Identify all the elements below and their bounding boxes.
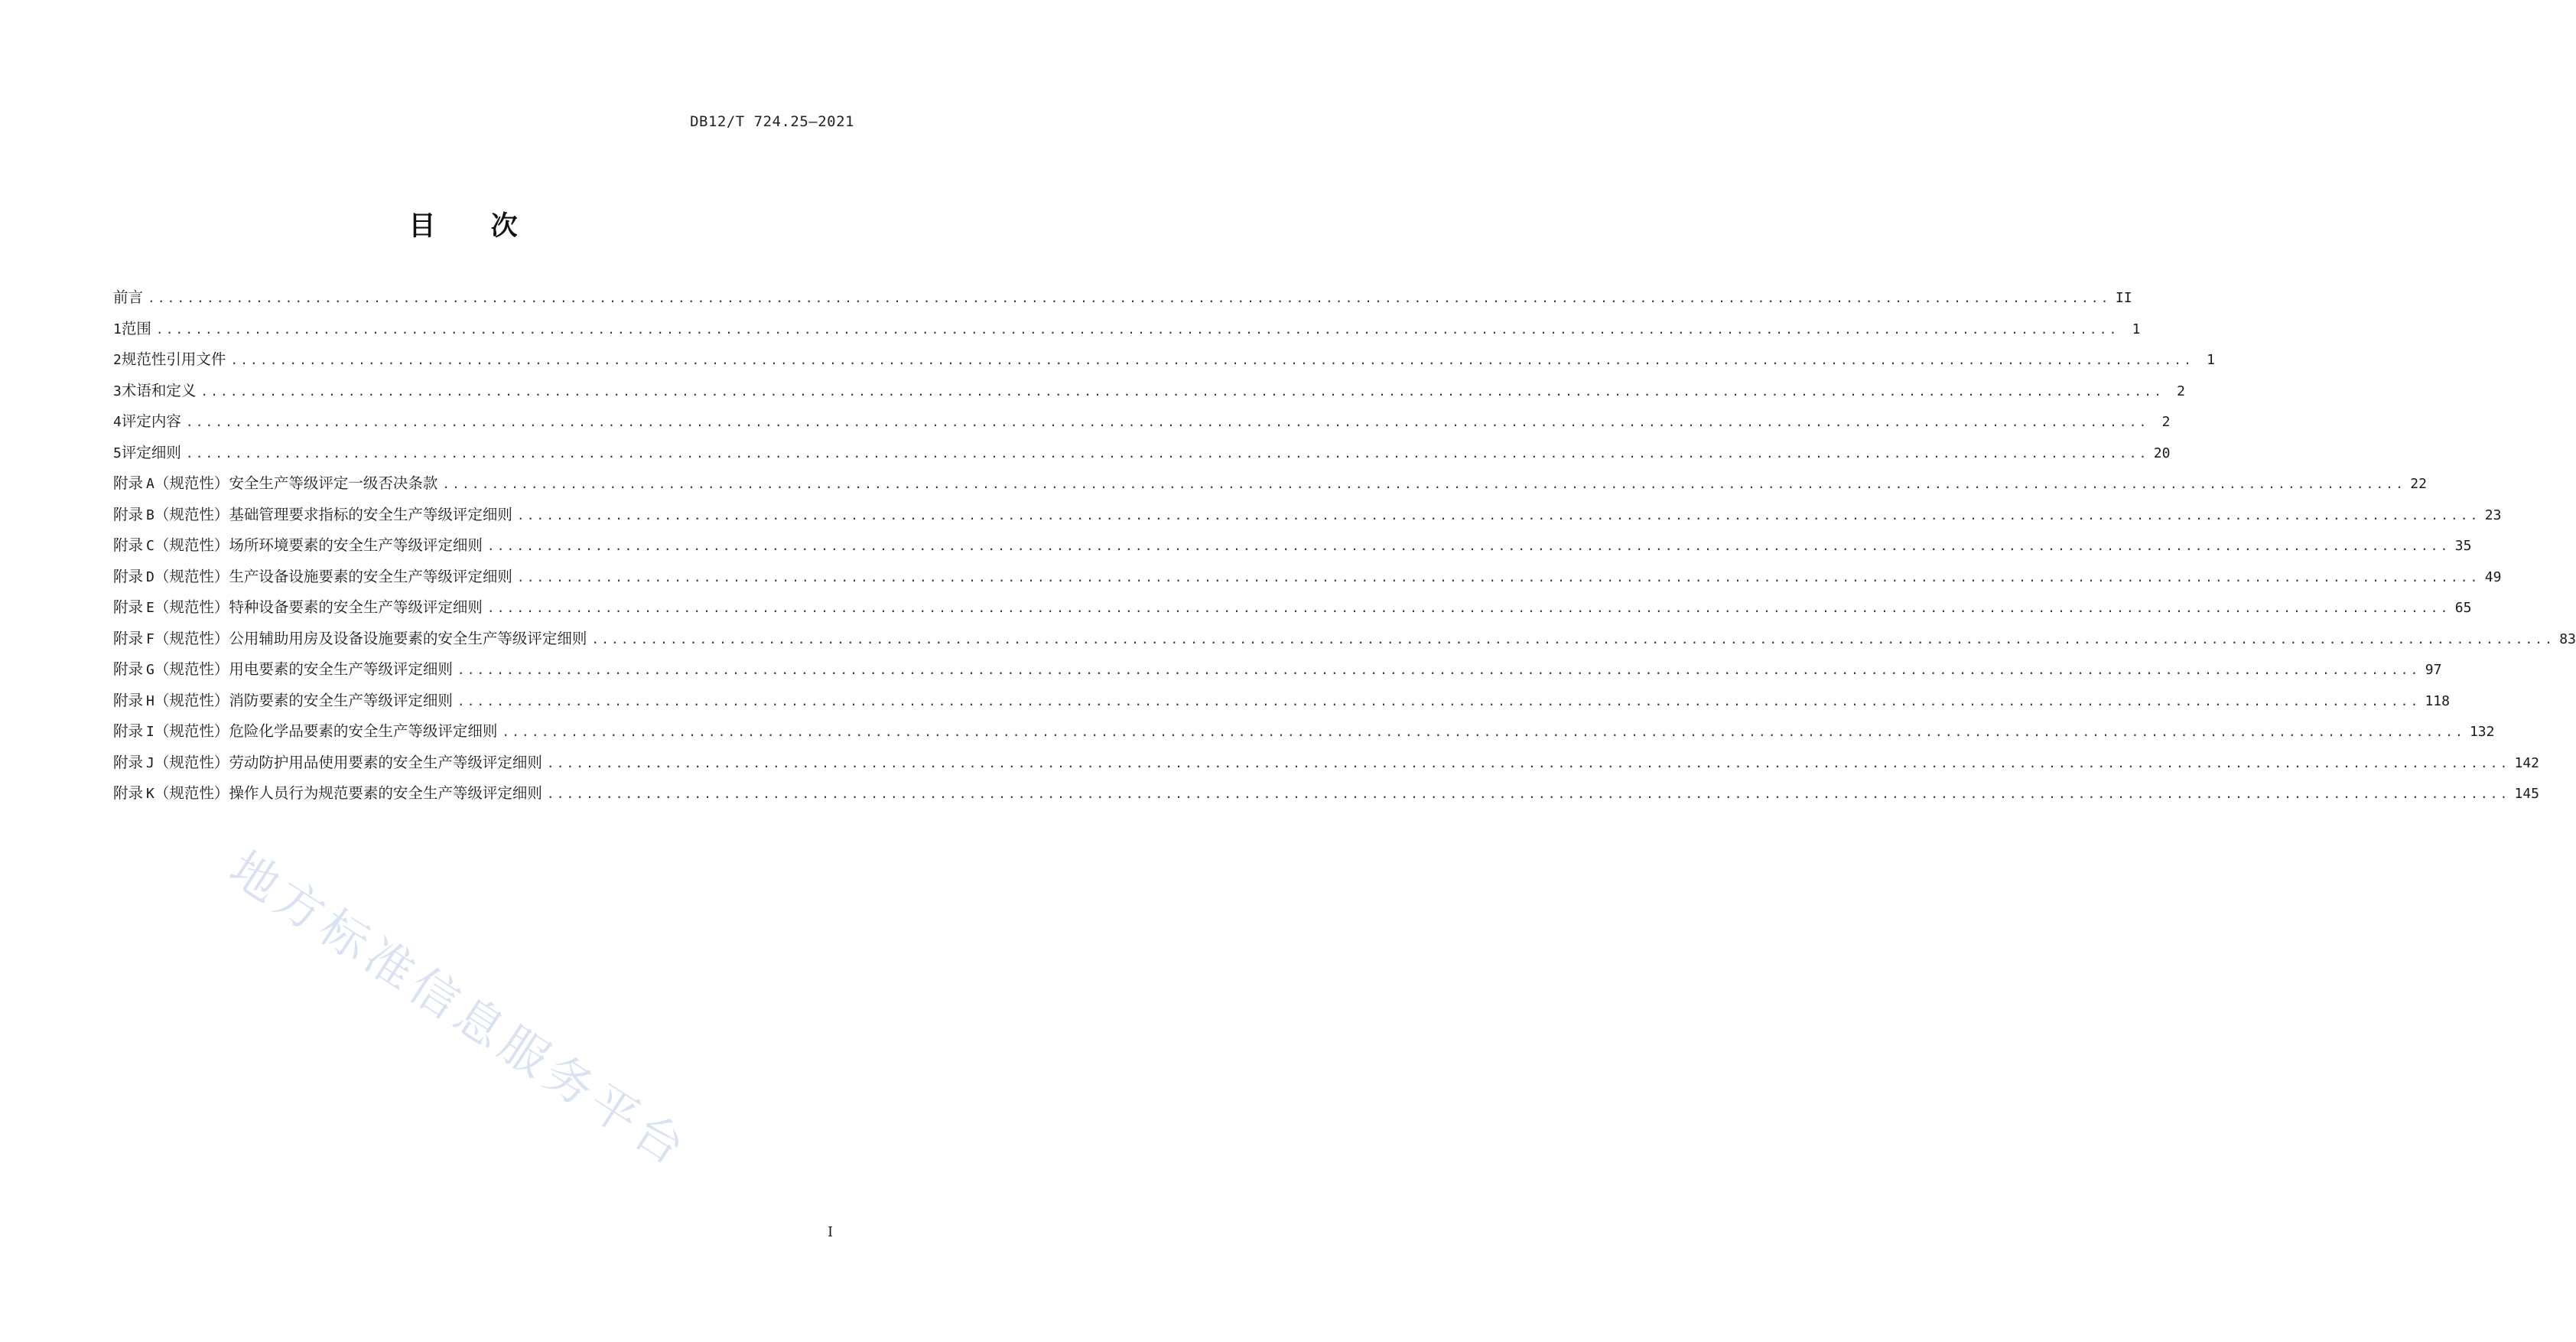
toc-leader-dots: ........................................................................................................................................................................................................: [457, 663, 2421, 677]
toc-page-number: 145: [2514, 786, 2539, 802]
toc-leader-dots: ........................................................................................................................................................................................................: [502, 725, 2465, 739]
toc-entry-appendix-g[interactable]: [113, 657, 2442, 689]
toc-entry-normative-references[interactable]: [113, 347, 2215, 379]
toc-entry-label: 术语和定义: [121, 381, 197, 399]
toc-entry-label: 特种设备要素的安全生产等级评定细则: [229, 598, 483, 616]
toc-section-number: 4: [113, 414, 122, 430]
document-code: DB12/T 724.25—2021: [690, 113, 854, 130]
toc-entry-label: 范围: [121, 319, 151, 337]
toc-leader-dots: ........................................................................................................................................................................................................: [516, 569, 2480, 585]
toc-section-number: 2: [113, 352, 122, 368]
toc-entry-label: 用电要素的安全生产等级评定细则: [229, 660, 453, 678]
appendix-status: （规范性）: [154, 505, 229, 523]
watermark: 地方标准信息服务平台: [220, 840, 700, 1179]
toc-section-number: 5: [113, 445, 122, 461]
toc-entry-label: 劳动防护用品使用要素的安全生产等级评定细则: [229, 753, 542, 771]
toc-entry-assessment-content[interactable]: [113, 409, 2171, 441]
toc-entry-label: 消防要素的安全生产等级评定细则: [229, 691, 453, 709]
toc-section-number: 3: [113, 383, 122, 399]
toc-page-number: 49: [2484, 568, 2502, 585]
page-number: I: [828, 1224, 834, 1240]
toc-entry-appendix-d[interactable]: [113, 565, 2502, 596]
toc-page-number: 35: [2454, 538, 2472, 554]
toc-page-number: 97: [2425, 662, 2442, 678]
toc-entry-appendix-b[interactable]: [113, 503, 2502, 534]
toc-entry-assessment-rules[interactable]: [113, 441, 2171, 472]
toc-leader-dots: ........................................................................................................................................................................................................: [591, 631, 2555, 647]
toc-page-number: 1: [2207, 352, 2215, 368]
toc-page-number: 1: [2132, 321, 2141, 337]
toc-entry-label: 前言: [113, 288, 144, 306]
toc-entry-label: 危险化学品要素的安全生产等级评定细则: [229, 722, 498, 740]
appendix-status: （规范性）: [154, 536, 229, 554]
toc-page-number: 20: [2153, 445, 2171, 461]
toc-entry-label: 安全生产等级评定一级否决条款: [229, 474, 438, 492]
toc-entry-appendix-c[interactable]: [113, 533, 2472, 565]
toc-leader-dots: ........................................................................................................................................................................................................: [486, 539, 2451, 553]
appendix-status: （规范性）: [154, 691, 229, 709]
toc-leader-dots: ........................................................................................................................................................................................................: [546, 755, 2510, 770]
toc-entry-appendix-h[interactable]: [113, 689, 2450, 720]
toc-page-number: 65: [2454, 600, 2472, 616]
toc-leader-dots: ........................................................................................................................................................................................................: [148, 291, 2111, 305]
toc-section-number: 1: [113, 321, 122, 337]
toc-page-number: 23: [2484, 507, 2502, 523]
appendix-status: （规范性）: [154, 629, 229, 647]
appendix-label: 附录 K: [113, 784, 154, 802]
appendix-label: 附录 I: [113, 722, 154, 740]
toc-leader-dots: ........................................................................................................................................................................................................: [185, 445, 2149, 461]
appendix-status: （规范性）: [154, 598, 229, 616]
toc-page-number: 22: [2410, 476, 2427, 492]
toc-entry-label: 生产设备设施要素的安全生产等级评定细则: [229, 567, 512, 585]
appendix-label: 附录 E: [113, 598, 154, 616]
toc-entry-appendix-k[interactable]: [113, 781, 2539, 813]
toc-entry-appendix-a[interactable]: [113, 471, 2427, 503]
appendix-status: （规范性）: [154, 567, 229, 585]
appendix-label: 附录 B: [113, 505, 154, 523]
toc-leader-dots: ........................................................................................................................................................................................................: [457, 693, 2421, 708]
toc-page-number: 2: [2161, 414, 2171, 430]
toc-entry-appendix-j[interactable]: [113, 751, 2539, 782]
toc-entry-appendix-f[interactable]: [113, 627, 2576, 658]
appendix-status: （规范性）: [154, 784, 229, 802]
table-of-contents: [113, 285, 2576, 813]
toc-page-number: 142: [2514, 754, 2539, 771]
appendix-label: 附录 A: [113, 474, 154, 492]
toc-entry-label: 规范性引用文件: [121, 350, 226, 368]
appendix-label: 附录 H: [113, 691, 154, 709]
toc-entry-label: 评定内容: [121, 412, 181, 430]
toc-leader-dots: ........................................................................................................................................................................................................: [486, 601, 2451, 615]
toc-entry-appendix-e[interactable]: [113, 595, 2472, 627]
toc-entry-label: 场所环境要素的安全生产等级评定细则: [229, 536, 483, 554]
toc-entry-appendix-i[interactable]: [113, 719, 2495, 751]
toc-page-number: 2: [2177, 383, 2185, 399]
appendix-label: 附录 J: [113, 753, 154, 771]
toc-leader-dots: ........................................................................................................................................................................................................: [516, 507, 2480, 523]
appendix-status: （规范性）: [154, 660, 229, 678]
toc-page-number: 83: [2559, 630, 2576, 647]
toc-leader-dots: ........................................................................................................................................................................................................: [185, 415, 2149, 429]
toc-entry-label: 评定细则: [121, 443, 181, 461]
toc-page-number: 118: [2425, 692, 2450, 709]
toc-leader-dots: ........................................................................................................................................................................................................: [442, 477, 2405, 491]
appendix-label: 附录 F: [113, 629, 154, 647]
appendix-label: 附录 C: [113, 536, 154, 554]
appendix-status: （规范性）: [154, 722, 229, 740]
appendix-label: 附录 G: [113, 660, 154, 678]
toc-entry-foreword[interactable]: [113, 285, 2132, 317]
toc-page-number: II: [2115, 290, 2132, 306]
toc-entry-terms-definitions[interactable]: [113, 379, 2185, 410]
toc-entry-scope[interactable]: [113, 317, 2141, 348]
toc-leader-dots: ........................................................................................................................................................................................................: [200, 383, 2164, 399]
appendix-status: （规范性）: [154, 474, 229, 492]
toc-page-number: 132: [2469, 724, 2495, 740]
toc-entry-label: 公用辅助用房及设备设施要素的安全生产等级评定细则: [229, 629, 587, 647]
toc-entry-label: 操作人员行为规范要素的安全生产等级评定细则: [229, 784, 542, 802]
page-title: 目 次: [408, 211, 541, 242]
toc-leader-dots: ........................................................................................................................................................................................................: [546, 787, 2510, 801]
appendix-label: 附录 D: [113, 567, 154, 585]
toc-entry-label: 基础管理要求指标的安全生产等级评定细则: [229, 505, 512, 523]
appendix-status: （规范性）: [154, 753, 229, 771]
toc-leader-dots: ........................................................................................................................................................................................................: [230, 353, 2194, 367]
toc-leader-dots: ........................................................................................................................................................................................................: [155, 321, 2119, 337]
